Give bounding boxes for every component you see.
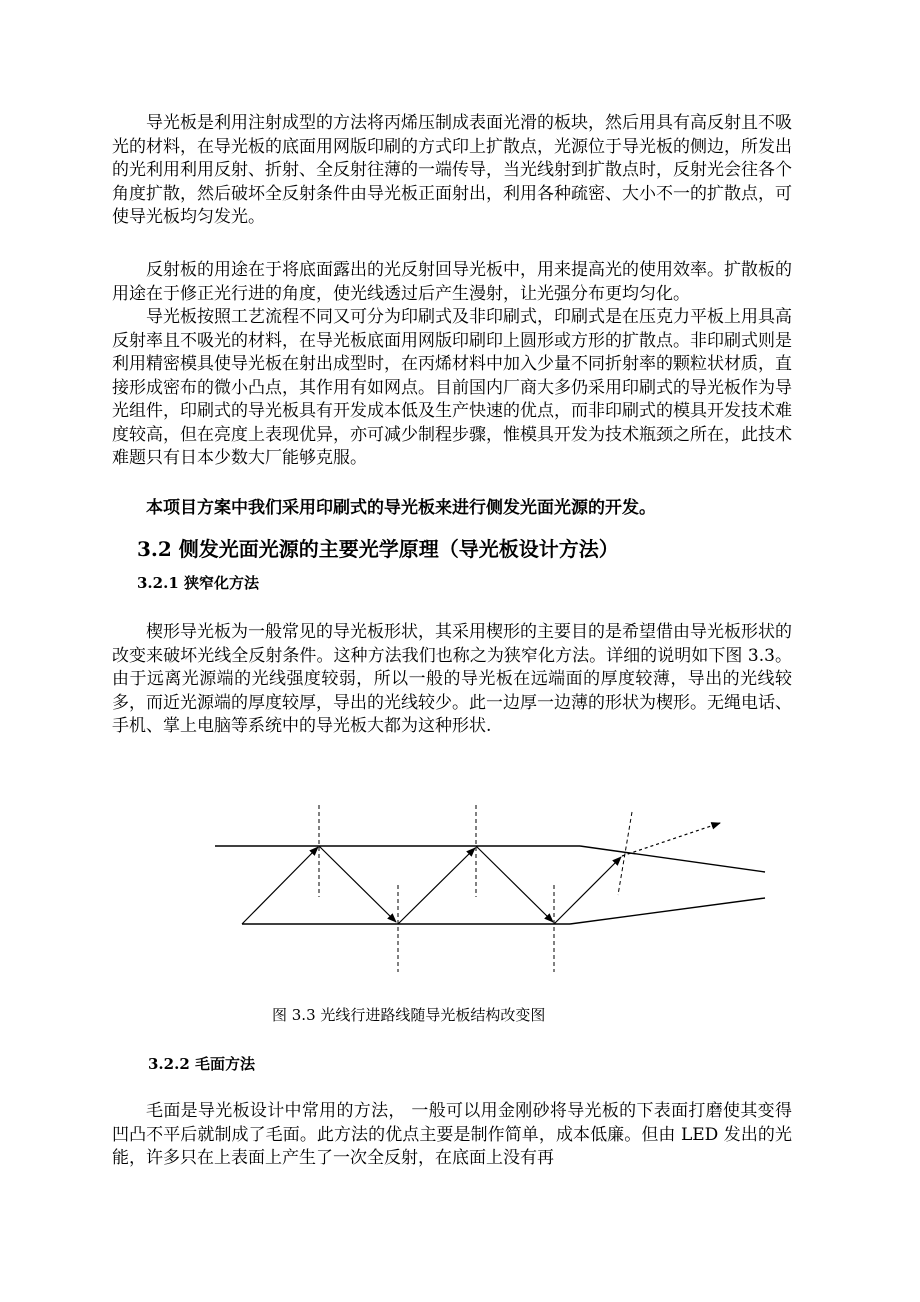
paragraph-light-guide-intro: 导光板是利用注射成型的方法将丙烯压制成表面光滑的板块，然后用具有高反射且不吸光的材料，在导光板的底面用网版印刷的方式印上扩散点，光源位于导光板的侧边，所发出的光利用利用反射、折射、全反射往薄的一端传导，当光线射到扩散点时，反射光会往各个角度扩散，然后破坏全反射条件由导光板正面射出，利用各种疏密、大小不一的扩散点，可使导光板均匀发光。	[112, 113, 792, 227]
figure-light-path-diagram	[200, 800, 780, 980]
light-path-svg	[200, 800, 780, 980]
ray-segment-5	[554, 857, 621, 924]
ray-segment-3	[398, 848, 475, 924]
paragraph-printing-types: 导光板按照工艺流程不同又可分为印刷式及非印刷式，印刷式是在压克力平板上用具高反射率且不吸光的材料，在导光板底面用网版印刷印上圆形或方形的扩散点。非印刷式则是利用精密模具使导光板在射出成型时，在丙烯材料中加入少量不同折射率的颗粒状材质，直接形成密布的微小凸点，其作用有如网点。目前国内厂商大多仍采用印刷式的导光板作为导光组件，印刷式的导光板具有开发成本低及生产快速的优点，而非印刷式的模具开发技术难度较高，但在亮度上表现优异，亦可减少制程步骤，惟模具开发为技术瓶颈之所在，此技术难题只有日本少数大厂能够克服。	[112, 307, 792, 468]
ray-segment-1	[242, 847, 318, 924]
ray-segment-2	[319, 846, 396, 922]
paragraph-matte-method: 毛面是导光板设计中常用的方法， 一般可以用金刚砂将导光板的下表面打磨使其变得凹凸不平后就制成了毛面。此方法的优点主要是制作简单，成本低廉。但由 LED 发出的光能，许多只在上表面上产生了一次全反射，在底面上没有再	[112, 1101, 792, 1168]
figure-caption: 图 3.3 光线行进路线随导光板结构改变图	[272, 1006, 546, 1024]
ray-segment-4	[476, 846, 553, 922]
section-heading-3-2-2: 3.2.2 毛面方法	[148, 1055, 255, 1073]
plate-bottom-taper	[570, 898, 765, 924]
plate-top-taper	[580, 846, 765, 872]
ray-exit-dotted	[622, 823, 720, 856]
section-heading-3-2: 3.2 侧发光面光源的主要光学原理（导光板设计方法）	[137, 537, 619, 561]
section-heading-3-2-1: 3.2.1 狭窄化方法	[137, 574, 259, 592]
paragraph-reflector-diffuser: 反射板的用途在于将底面露出的光反射回导光板中，用来提高光的使用效率。扩散板的用途在于修正光行进的角度，使光线透过后产生漫射，让光强分布更均匀化。	[112, 260, 792, 304]
paragraph-narrowing-method: 楔形导光板为一般常见的导光板形状，其采用楔形的主要目的是希望借由导光板形状的改变来破坏光线全反射条件。这种方法我们也称之为狭窄化方法。详细的说明如下图 3.3。由于远离光源端的光线强度较弱，所以一般的导光板在远端面的厚度较薄，导出的光线较多，而近光源端的厚度较厚，导出的光线较少。此一边厚一边薄的形状为楔形。无绳电话、手机、掌上电脑等系统中的导光板大都为这种形状.	[112, 622, 792, 736]
paragraph-project-plan: 本项目方案中我们采用印刷式的导光板来进行侧发光面光源的开发。	[146, 498, 656, 518]
